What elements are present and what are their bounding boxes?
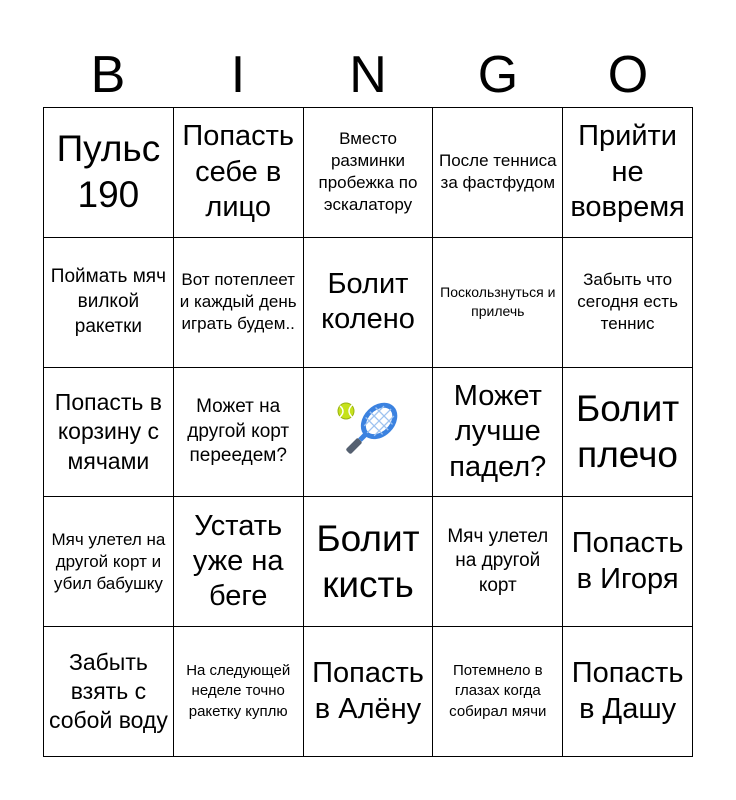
tennis-racket-ball-icon	[332, 396, 404, 468]
cell-text: Мяч улетел на другой корт и убил бабушку	[51, 529, 166, 593]
header-letter-o: O	[607, 46, 649, 104]
cell-text: Попасть себе в лицо	[182, 120, 295, 224]
cell-text: Забыть что сегодня есть теннис	[577, 270, 678, 334]
bingo-cell[interactable]	[44, 238, 174, 368]
bingo-cell[interactable]	[174, 627, 304, 757]
bingo-cell[interactable]	[433, 497, 563, 627]
cell-text: Пульс 190	[56, 128, 161, 216]
bingo-header	[43, 44, 693, 106]
cell-text: Вместо разминки пробежка по эскалатору	[318, 129, 418, 215]
bingo-cell[interactable]	[433, 238, 563, 368]
bingo-cell[interactable]	[563, 497, 693, 627]
bingo-cell[interactable]	[304, 627, 434, 757]
cell-text: Поймать мяч вилкой ракетки	[50, 266, 166, 337]
bingo-cell[interactable]	[174, 368, 304, 498]
cell-text: Попасть в Игоря	[571, 527, 684, 595]
cell-text: Устать уже на беге	[192, 509, 284, 613]
cell-text: На следующей неделе точно ракетку куплю	[186, 662, 291, 720]
bingo-cell[interactable]	[174, 238, 304, 368]
bingo-cell[interactable]	[433, 108, 563, 238]
header-letter-n: N	[349, 46, 387, 104]
cell-text: Может на другой корт переедем?	[187, 395, 290, 467]
bingo-grid	[43, 107, 693, 757]
bingo-cell[interactable]	[433, 627, 563, 757]
cell-text: Поскользнуться и прилечь	[440, 284, 556, 320]
cell-text: Попасть в корзину с мячами	[54, 389, 162, 474]
bingo-cell[interactable]	[563, 368, 693, 498]
header-letter-b: B	[90, 46, 126, 104]
cell-text: Забыть взять с собой воду	[48, 648, 168, 734]
bingo-cell[interactable]	[304, 108, 434, 238]
cell-text: Болит колено	[321, 267, 415, 336]
bingo-cell[interactable]	[174, 108, 304, 238]
cell-text: Мяч улетел на другой корт	[447, 525, 549, 597]
free-space-cell[interactable]	[304, 368, 434, 498]
bingo-cell[interactable]	[433, 368, 563, 498]
cell-text: Болит кисть	[316, 517, 420, 605]
cell-text: Прийти не вовремя	[570, 120, 685, 224]
bingo-cell[interactable]	[304, 497, 434, 627]
bingo-cell[interactable]	[304, 238, 434, 368]
cell-text: Болит плечо	[575, 387, 680, 475]
bingo-cell[interactable]	[563, 108, 693, 238]
cell-text: Попасть в Дашу	[571, 657, 684, 725]
header-letter-g: G	[477, 46, 519, 104]
cell-text: Вот потеплеет и каждый день играть будем..	[179, 270, 297, 334]
bingo-cell[interactable]	[44, 368, 174, 498]
header-letter-i: I	[230, 46, 246, 104]
cell-text: Может лучше падел?	[449, 379, 547, 483]
bingo-cell[interactable]	[174, 497, 304, 627]
bingo-cell[interactable]	[44, 497, 174, 627]
bingo-cell[interactable]	[44, 108, 174, 238]
cell-text: Попасть в Алёну	[312, 657, 424, 725]
bingo-cell[interactable]	[563, 627, 693, 757]
bingo-cell[interactable]	[563, 238, 693, 368]
cell-text: Потемнело в глазах когда собирал мячи	[449, 662, 547, 720]
cell-text: После тенниса за фастфудом	[439, 151, 557, 193]
bingo-cell[interactable]	[44, 627, 174, 757]
